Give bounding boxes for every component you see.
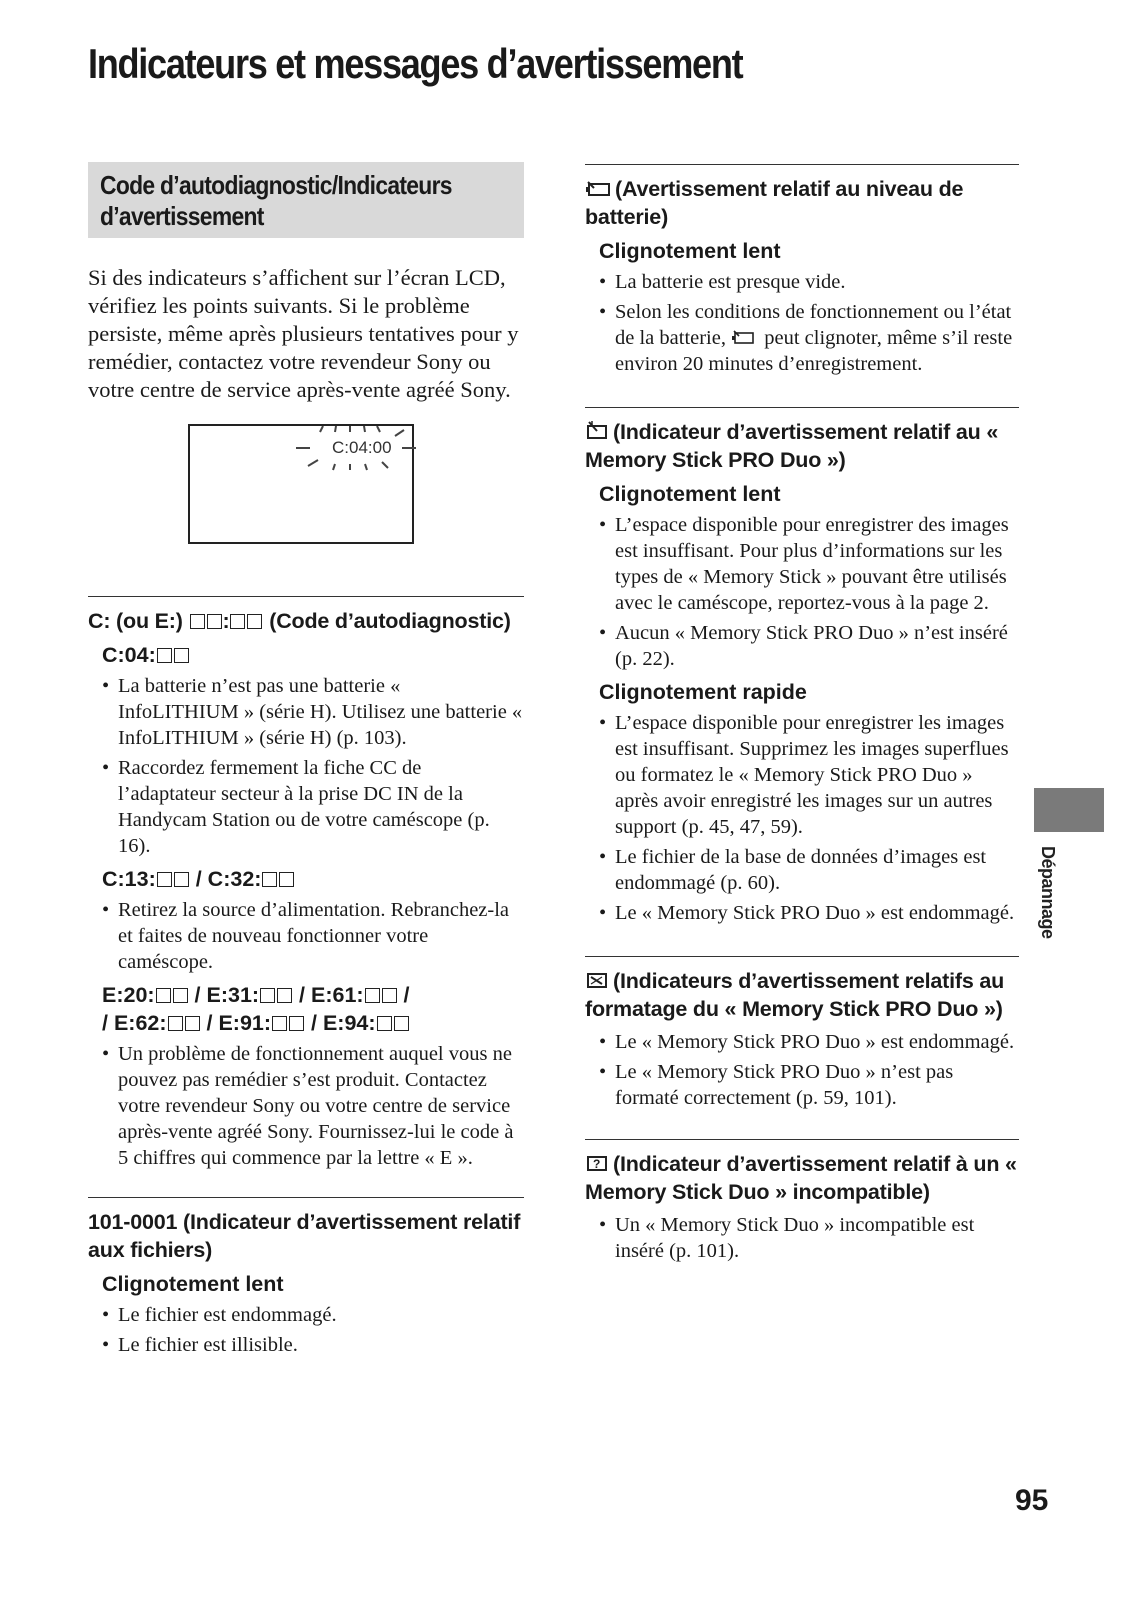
list-item: • Le fichier est endommagé. [102,1302,524,1328]
list-item: • L’espace disponible pour enregistrer les images est insuffisant. Supprimez les images superflues ou formatez le « Memory Stick PRO Duo » après avoir enregistré les images sur un autres support (p. 45, 47, 59). [599,710,1019,840]
page-number: 95 [1015,1484,1049,1517]
list-item: • Retirez la source d’alimentation. Rebranchez-la et faites de nouveau fonctionner votre caméscope. [102,897,524,975]
memory-slow-blink-heading: Clignotement lent [599,482,781,506]
list-item: • Un « Memory Stick Duo » incompatible est inséré (p. 101). [599,1212,1019,1264]
section-header [88,162,524,238]
battery-empty-icon [731,330,755,346]
memory-stick-warning-icon [585,421,609,441]
page-title: Indicateurs et messages d’avertissement [88,40,743,87]
list-item: • La batterie n’est pas une batterie « InfoLITHIUM » (série H). Utilisez une batterie « InfoLITHIUM » (série H) (p. 103). [102,673,524,751]
chapter-tab [1034,788,1104,832]
section-header-line1: Code d’autodiagnostic/Indicateurs [100,170,452,200]
format-warning-list [599,1029,1019,1111]
file-warning-list [102,1302,524,1358]
section-file-warning-title: 101-0001 (Indicateur d’avertissement relatif aux fichiers) [88,1210,521,1262]
section-format-warning-title: (Indicateurs d’avertissement relatifs au formatage du « Memory Stick PRO Duo ») [585,969,1005,1021]
svg-text:?: ? [593,1157,601,1171]
section-incompatible-warning-title: ? (Indicateur d’avertissement relatif à un « Memory Stick Duo » incompatible) [585,1152,1017,1204]
memory-fast-list [599,710,1019,926]
list-item: • Le fichier de la base de données d’images est endommagé (p. 60). [599,844,1019,896]
code-c13-c32-list [102,897,524,975]
list-item: • Aucun « Memory Stick PRO Duo » n’est inséré (p. 22). [599,620,1019,672]
code-e-list [102,1041,524,1171]
list-item: • Un problème de fonctionnement auquel vous ne pouvez pas remédier s’est produit. Contactez votre revendeur Sony ou votre centre de service après-vente agréé Sony. Fournissez-lui le code à 5 chiffres qui commence par la lettre « E ». [102,1041,524,1171]
section-memory-stick-warning-title: (Indicateur d’avertissement relatif au « Memory Stick PRO Duo ») [585,420,999,472]
section-battery-warning [585,164,1019,377]
section-battery-warning-title: (Avertissement relatif au niveau de batterie) [585,177,964,229]
memory-fast-blink-heading: Clignotement rapide [599,680,807,704]
code-c04-list [102,673,524,859]
list-item: • La batterie est presque vide. [599,269,1019,295]
list-item: • Le « Memory Stick PRO Duo » n’est pas formaté correctement (p. 59, 101). [599,1059,1019,1111]
intro-text: Si des indicateurs s’affichent sur l’écran LCD, vérifiez les points suivants. Si le problème persiste, même après plusieurs tentatives pour y remédier, contactez votre revendeur Sony ou votre centre de service après-vente agréé Sony. [88,265,519,402]
section-memory-stick-warning [585,407,1019,926]
list-item: • L’espace disponible pour enregistrer des images est insuffisant. Pour plus d’informations sur les types de « Memory Stick » pouvant être utilisés avec le caméscope, reportez-vous à la page 2. [599,512,1019,616]
section-self-diagnosis [88,596,524,1171]
memory-slow-list [599,512,1019,672]
section-file-warning [88,1197,524,1358]
incompatible-warning-list [599,1212,1019,1264]
chapter-label: Dépannage [1038,846,1058,939]
battery-empty-icon [585,180,611,198]
list-item: • Selon les conditions de fonctionnement ou l’état de la batterie, peut clignoter, même s’il reste environ 20 minutes d’enregistrement. [599,299,1019,377]
section-format-warning [585,956,1019,1111]
battery-warning-list [599,269,1019,377]
code-c13-c32-heading: C:13: / C:32: [102,865,524,893]
list-item: • Le fichier est illisible. [102,1332,524,1358]
left-column [88,162,524,1384]
list-item: • Le « Memory Stick PRO Duo » est endommagé. [599,1029,1019,1055]
list-item: • Le « Memory Stick PRO Duo » est endommagé. [599,900,1019,926]
section-self-diagnosis-title: C: (ou E:) : (Code d’autodiagnostic) [88,609,511,633]
code-e-heading: E:20: / E:31: / E:61: / / E:62: / E:91: / E:94: [102,983,410,1035]
file-slow-blink-heading: Clignotement lent [102,1272,284,1296]
code-c04-heading: C:04: [102,641,524,669]
memory-stick-format-icon [585,970,609,990]
right-column [585,164,1019,1290]
section-header-line2: d’avertissement [100,201,264,231]
lcd-illustration [188,424,414,544]
lcd-error-code: C:04:00 [332,438,392,457]
battery-slow-blink-heading: Clignotement lent [599,239,781,263]
memory-stick-incompatible-icon [585,1153,609,1173]
section-incompatible-warning [585,1139,1019,1264]
list-item: • Raccordez fermement la fiche CC de l’adaptateur secteur à la prise DC IN de la Handycam Station ou de votre caméscope (p. 16). [102,755,524,859]
